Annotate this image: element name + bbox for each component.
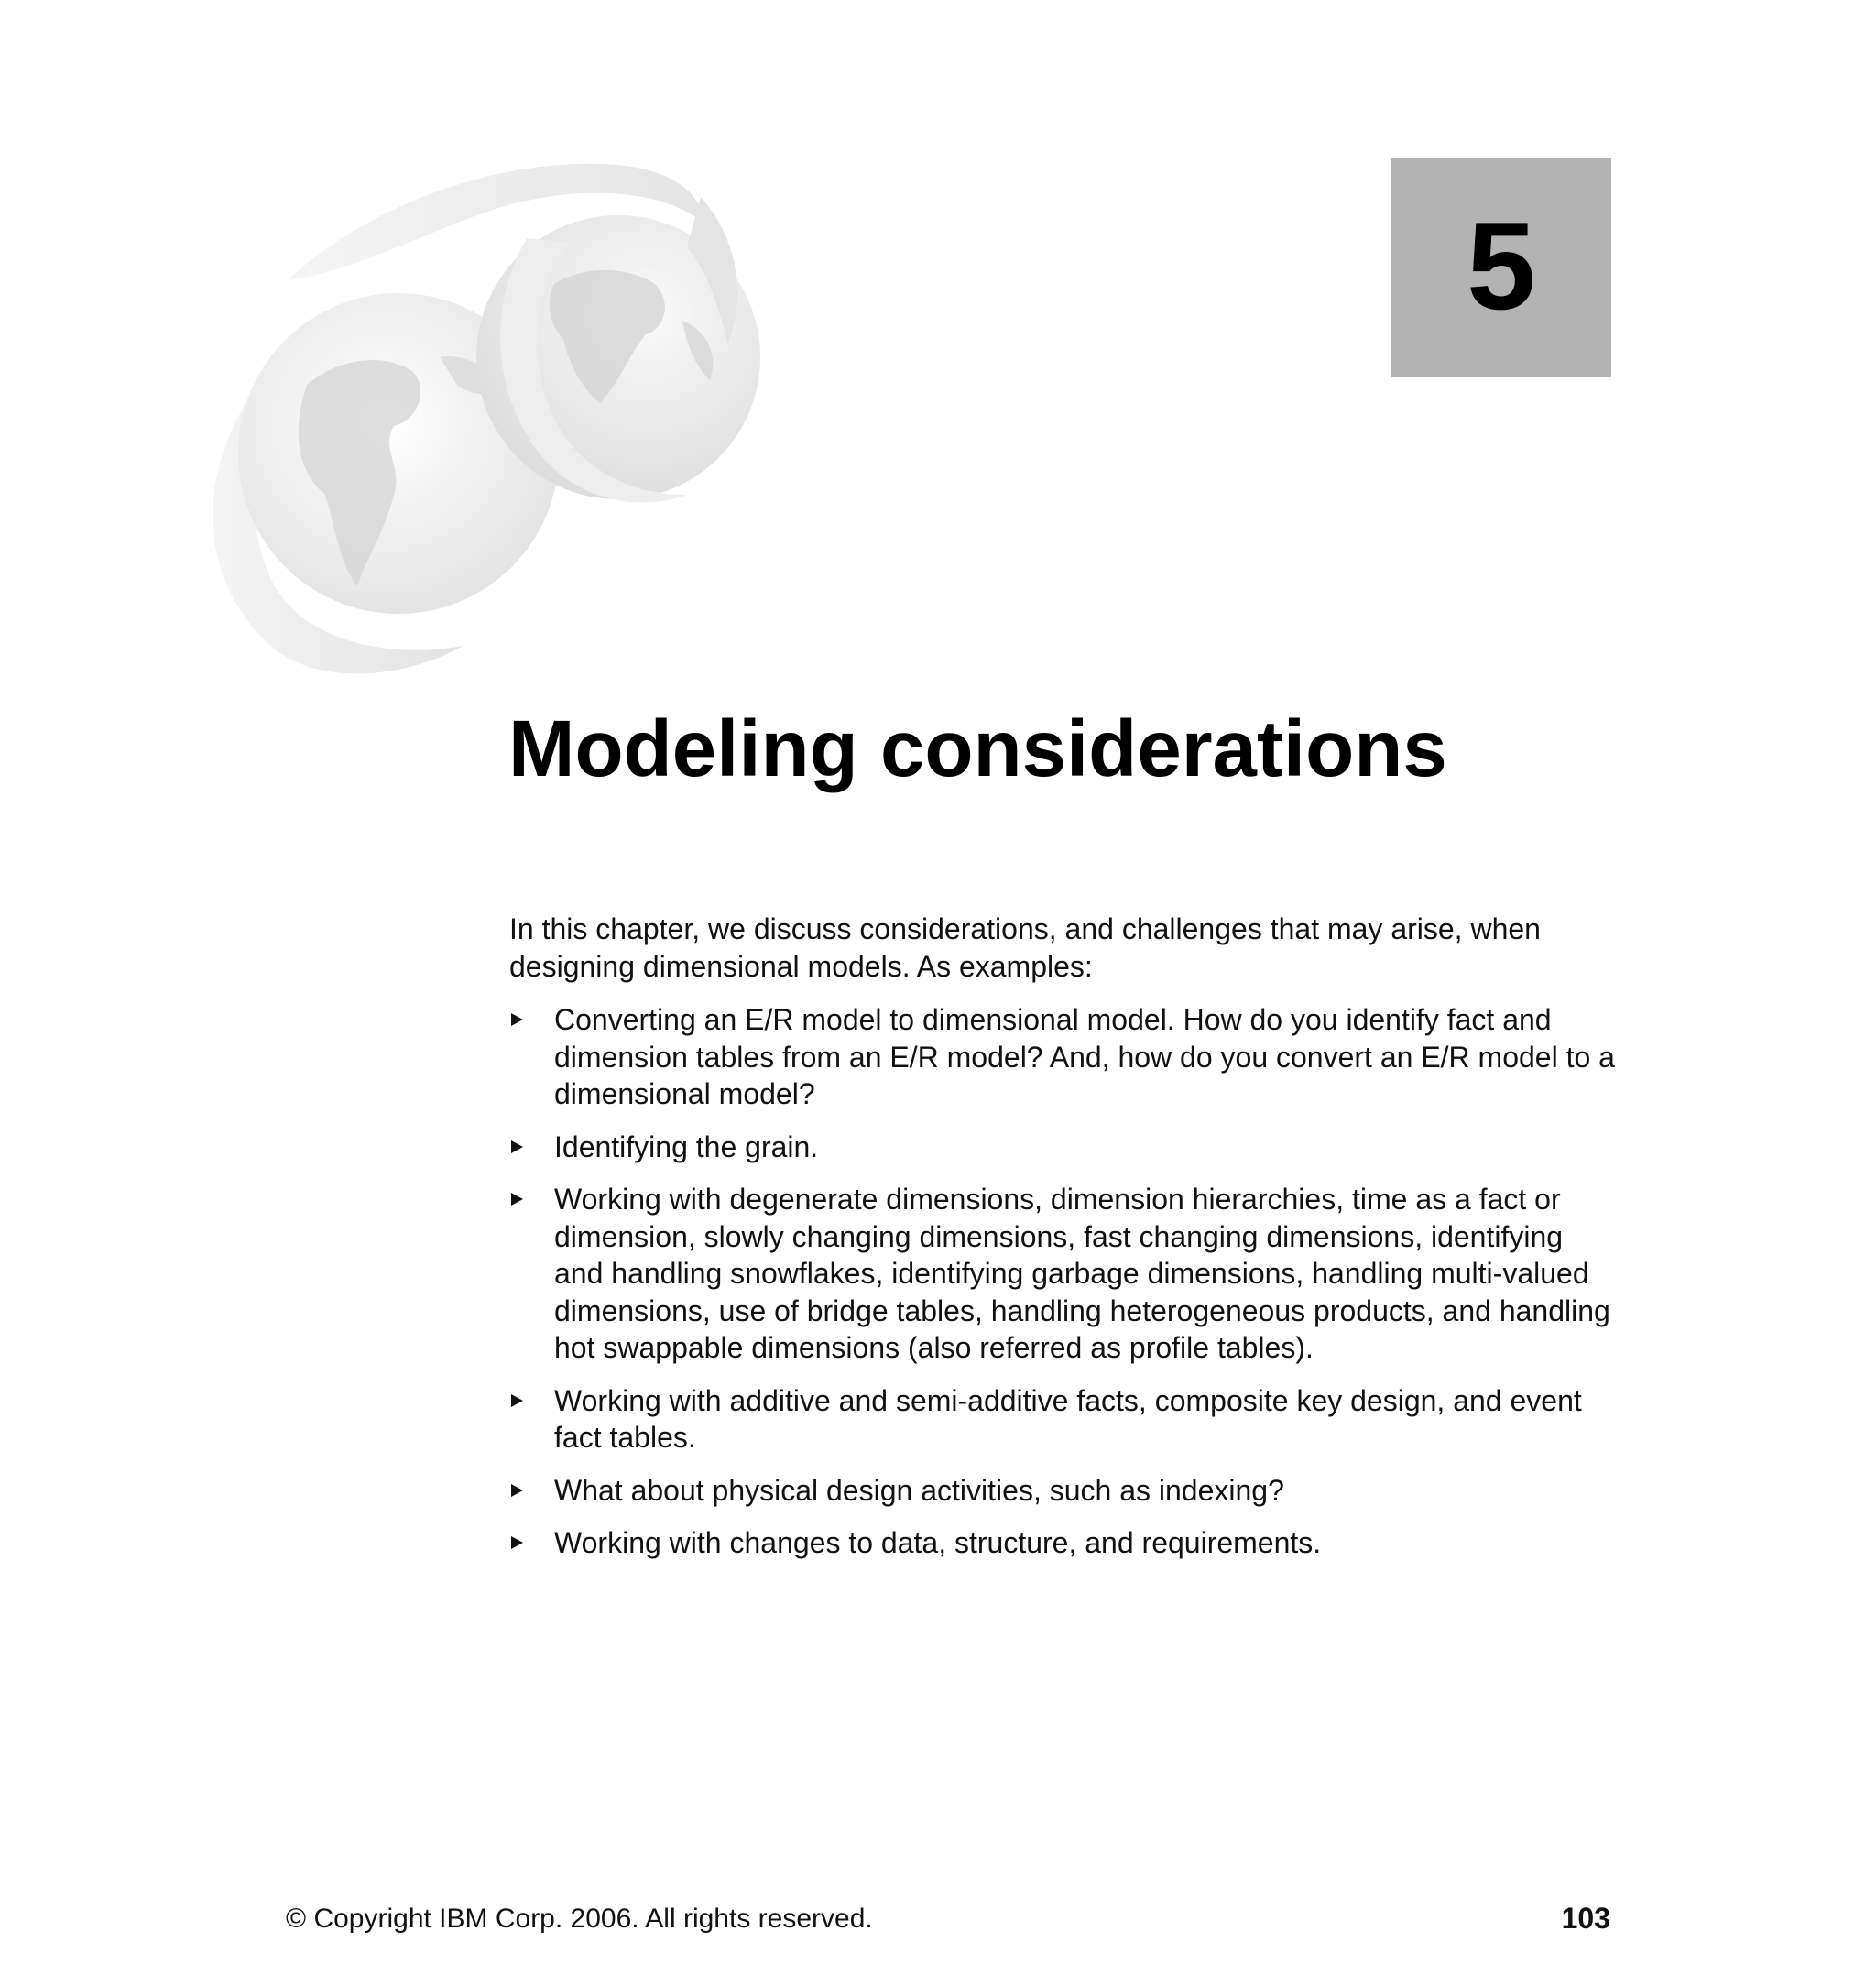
list-item [509, 1129, 1618, 1166]
list-item [509, 1001, 1618, 1113]
list-item-text: Working with changes to data, structure, and requirements. [554, 1526, 1322, 1559]
footer-copyright: © Copyright IBM Corp. 2006. All rights reserved. [286, 1904, 873, 1934]
list-item-text: Identifying the grain. [554, 1129, 819, 1163]
bullet-arrow-icon [511, 1013, 523, 1026]
list-item [509, 1382, 1618, 1457]
globe-swirl-logo [188, 147, 847, 678]
list-item-text: Converting an E/R model to dimensional model. How do you identify fact and dimension tables from an E/R model? And, how do you convert an E/R model to a dimensional model? [554, 1003, 1615, 1110]
list-item-text: Working with degenerate dimensions, dimension hierarchies, time as a fact or dimension, slowly changing dimensions, fast changing dimensions, identifying and handling snowflakes, identifying garbage dimensions, handling multi-valued dimensions, use of bridge tables, handling heterogeneous products, and handling hot swappable dimensions (also referred as profile tables). [554, 1183, 1610, 1364]
list-item-text: Working with additive and semi-additive facts, composite key design, and event fact tables. [554, 1383, 1582, 1454]
bullet-arrow-icon [511, 1193, 523, 1206]
bullet-arrow-icon [511, 1140, 523, 1153]
chapter-number-box [1391, 158, 1611, 377]
chapter-intro-section [509, 911, 1618, 1577]
bullet-arrow-icon [511, 1484, 523, 1497]
list-item-text: What about physical design activities, such as indexing? [554, 1473, 1284, 1507]
bullet-arrow-icon [511, 1394, 523, 1407]
considerations-list [509, 1001, 1618, 1562]
page-number: 103 [1561, 1902, 1610, 1935]
list-item [509, 1472, 1618, 1510]
bullet-arrow-icon [511, 1536, 523, 1549]
intro-paragraph: In this chapter, we discuss considerations, and challenges that may arise, when designing dimensional models. As examples: [509, 912, 1541, 983]
list-item [509, 1524, 1618, 1562]
chapter-title: Modeling considerations [508, 704, 1447, 793]
chapter-number: 5 [1467, 196, 1536, 335]
list-item [509, 1181, 1618, 1367]
